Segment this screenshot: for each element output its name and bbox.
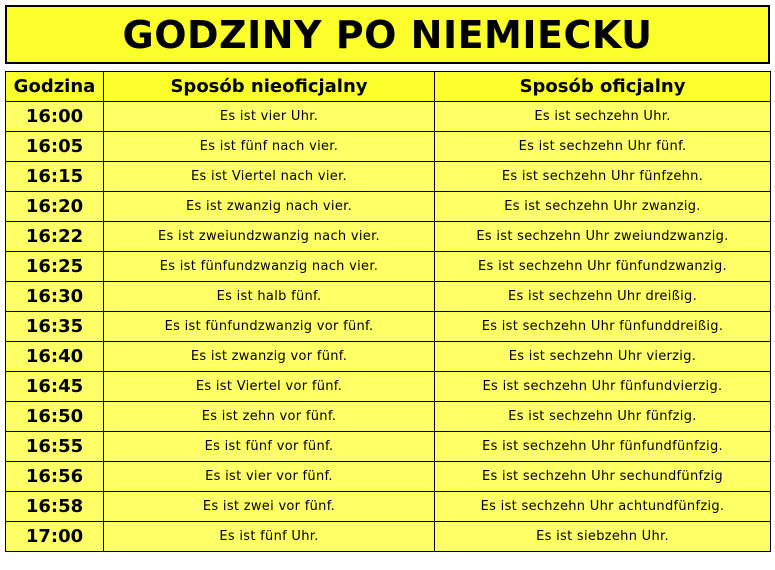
cell-time: 16:40 [6,342,104,372]
cell-time: 16:05 [6,132,104,162]
cell-official: Es ist sechzehn Uhr fünfunddreißig. [435,312,771,342]
cell-official: Es ist sechzehn Uhr. [435,102,771,132]
cell-time: 16:56 [6,462,104,492]
cell-official: Es ist sechzehn Uhr zweiundzwanzig. [435,222,771,252]
cell-time: 16:58 [6,492,104,522]
cell-official: Es ist sechzehn Uhr sechundfünfzig [435,462,771,492]
cell-informal: Es ist fünf Uhr. [104,522,435,552]
cell-official: Es ist sechzehn Uhr vierzig. [435,342,771,372]
cell-official: Es ist sechzehn Uhr dreißig. [435,282,771,312]
cell-time: 16:25 [6,252,104,282]
cell-official: Es ist sechzehn Uhr achtundfünfzig. [435,492,771,522]
cell-time: 16:35 [6,312,104,342]
table-row [6,222,771,252]
table-row [6,102,771,132]
time-table [5,71,771,552]
table-row [6,162,771,192]
table-row [6,282,771,312]
table-row [6,312,771,342]
cell-informal: Es ist zwei vor fünf. [104,492,435,522]
column-header-hour: Godzina [6,72,104,102]
cell-official: Es ist sechzehn Uhr fünfundvierzig. [435,372,771,402]
table-row [6,342,771,372]
cell-informal: Es ist fünf vor fünf. [104,432,435,462]
page-title: GODZINY PO NIEMIECKU [5,5,770,64]
table-row [6,192,771,222]
cell-informal: Es ist fünfundzwanzig nach vier. [104,252,435,282]
cell-official: Es ist sechzehn Uhr zwanzig. [435,192,771,222]
cell-informal: Es ist halb fünf. [104,282,435,312]
cell-informal: Es ist zwanzig nach vier. [104,192,435,222]
cell-time: 16:15 [6,162,104,192]
cell-official: Es ist sechzehn Uhr fünfundzwanzig. [435,252,771,282]
cell-informal: Es ist zweiundzwanzig nach vier. [104,222,435,252]
cell-time: 16:45 [6,372,104,402]
cell-time: 16:30 [6,282,104,312]
cell-official: Es ist sechzehn Uhr fünfundfünfzig. [435,432,771,462]
cell-time: 16:00 [6,102,104,132]
cell-informal: Es ist fünfundzwanzig vor fünf. [104,312,435,342]
column-header-official: Sposób oficjalny [435,72,771,102]
table-row [6,462,771,492]
cell-official: Es ist siebzehn Uhr. [435,522,771,552]
table-header-row [6,72,771,102]
cell-official: Es ist sechzehn Uhr fünf. [435,132,771,162]
cell-informal: Es ist zwanzig vor fünf. [104,342,435,372]
cell-time: 16:20 [6,192,104,222]
cell-time: 16:50 [6,402,104,432]
table-body [6,102,771,552]
column-header-informal: Sposób nieoficjalny [104,72,435,102]
cell-informal: Es ist Viertel nach vier. [104,162,435,192]
cell-time: 16:22 [6,222,104,252]
cell-informal: Es ist fünf nach vier. [104,132,435,162]
cell-informal: Es ist Viertel vor fünf. [104,372,435,402]
cell-informal: Es ist vier Uhr. [104,102,435,132]
table-row [6,372,771,402]
cell-informal: Es ist vier vor fünf. [104,462,435,492]
cell-official: Es ist sechzehn Uhr fünfzig. [435,402,771,432]
table-row [6,432,771,462]
table-row [6,522,771,552]
cell-official: Es ist sechzehn Uhr fünfzehn. [435,162,771,192]
table-row [6,492,771,522]
table-row [6,132,771,162]
cell-informal: Es ist zehn vor fünf. [104,402,435,432]
table-row [6,252,771,282]
cell-time: 17:00 [6,522,104,552]
table-row [6,402,771,432]
cell-time: 16:55 [6,432,104,462]
